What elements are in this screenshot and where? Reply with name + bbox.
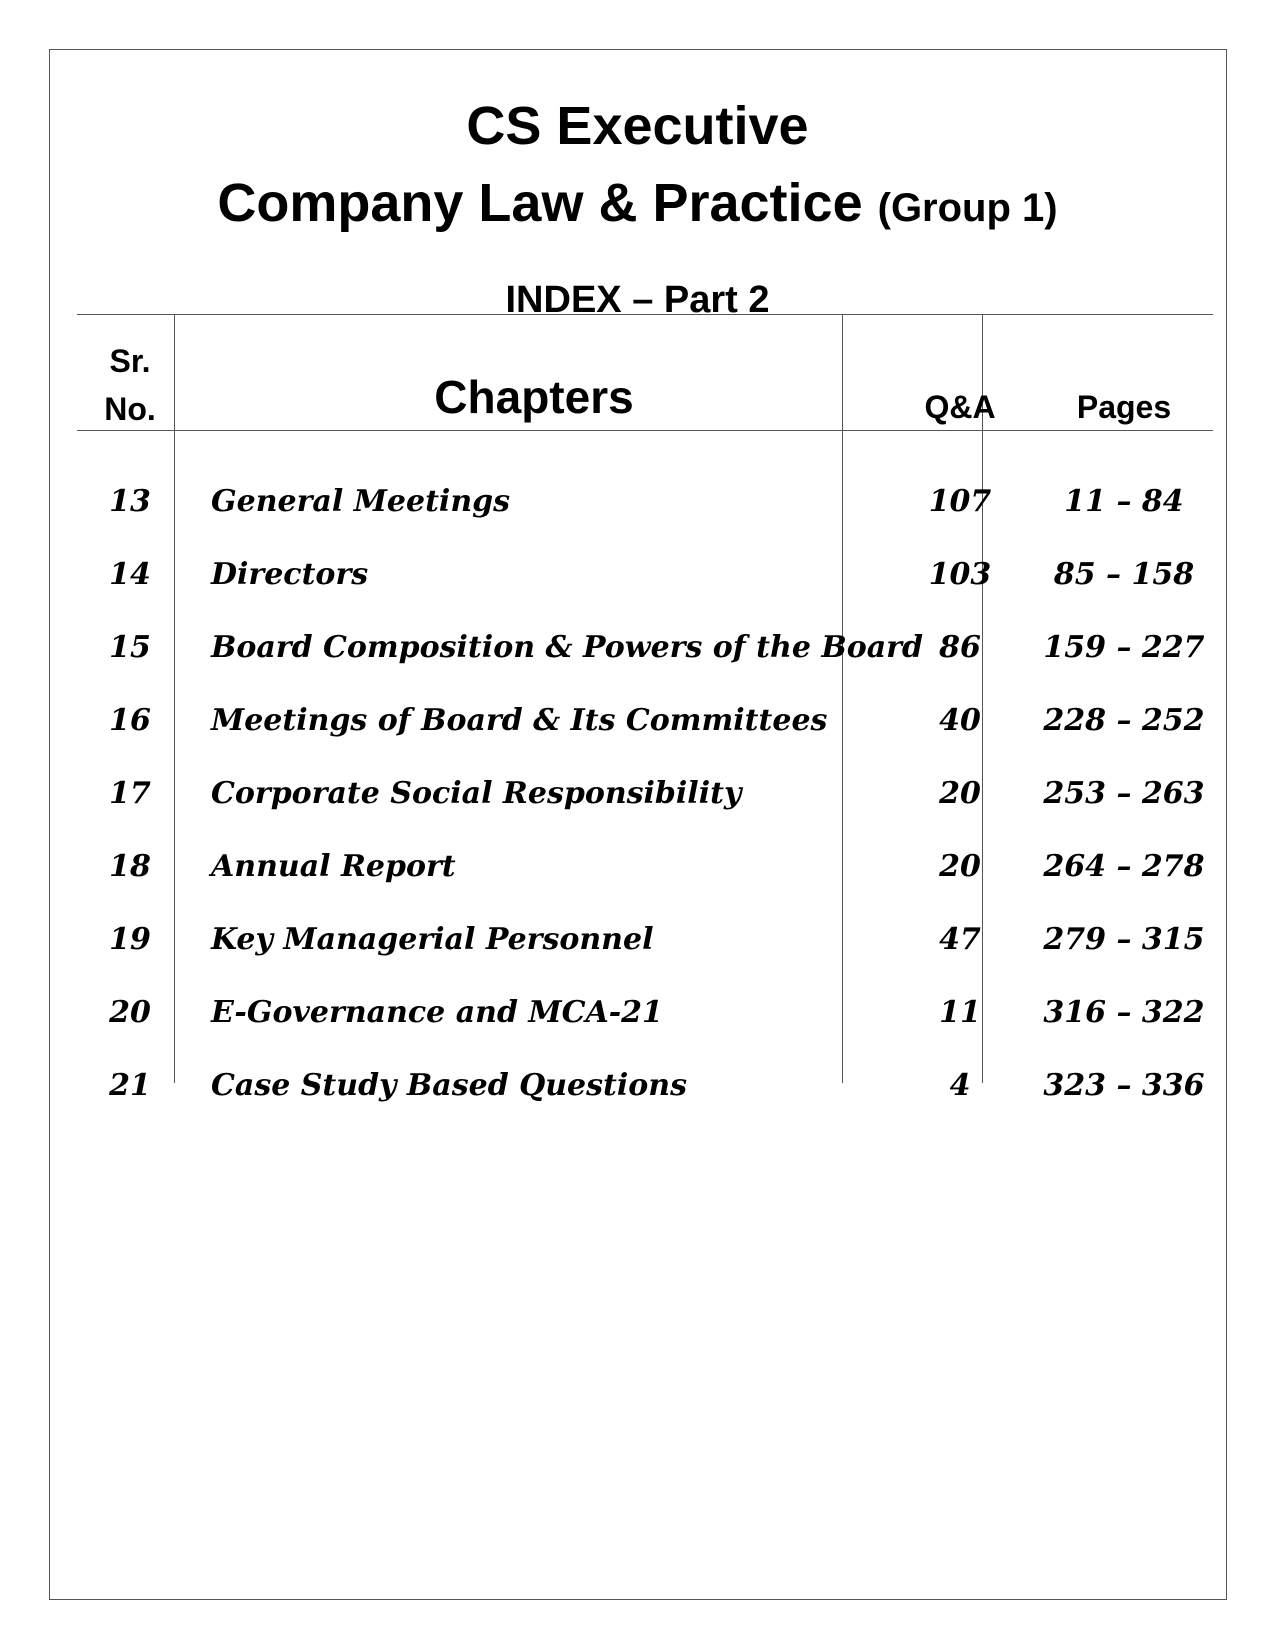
row-chapter: Board Composition & Powers of the Board: [211, 630, 923, 665]
table-row: [77, 991, 1213, 1064]
table-row: [77, 1064, 1213, 1137]
document-title: CS Executive: [466, 96, 809, 156]
table-row: [77, 480, 1213, 553]
column-header-sr-line2: No.: [104, 391, 156, 427]
row-pages: 11 – 84: [1064, 484, 1184, 519]
table-top-rule: [77, 314, 1213, 315]
row-pages: 253 – 263: [1043, 776, 1205, 811]
index-title: INDEX – Part 2: [505, 279, 770, 321]
row-qa-count: 86: [939, 630, 981, 665]
row-qa-count: 20: [939, 849, 981, 884]
row-pages: 279 – 315: [1043, 922, 1205, 957]
column-header-sr-line1: Sr.: [109, 343, 151, 379]
row-qa-count: 4: [949, 1068, 971, 1103]
row-sr-no: 13: [109, 484, 151, 519]
row-pages: 323 – 336: [1043, 1068, 1205, 1103]
subject-name: Company Law & Practice: [217, 173, 863, 233]
group-label: (Group 1): [877, 186, 1058, 230]
table-row: [77, 699, 1213, 772]
row-sr-no: 17: [109, 776, 151, 811]
row-pages: 316 – 322: [1043, 995, 1205, 1030]
table-row: [77, 918, 1213, 991]
table-row: [77, 626, 1213, 699]
row-pages: 264 – 278: [1043, 849, 1205, 884]
row-pages: 159 – 227: [1043, 630, 1205, 665]
table-header-rule: [77, 430, 1213, 431]
row-qa-count: 20: [939, 776, 981, 811]
row-qa-count: 47: [939, 922, 981, 957]
table-row: [77, 845, 1213, 918]
table-row: [77, 553, 1213, 626]
row-chapter: E-Governance and MCA-21: [211, 995, 663, 1030]
row-chapter: Key Managerial Personnel: [211, 922, 654, 957]
row-sr-no: 16: [109, 703, 151, 738]
row-qa-count: 40: [939, 703, 981, 738]
row-chapter: Directors: [211, 557, 369, 592]
row-pages: 228 – 252: [1043, 703, 1205, 738]
row-sr-no: 18: [109, 849, 151, 884]
index-table-body: [77, 480, 1213, 1137]
row-chapter: Meetings of Board & Its Committees: [211, 703, 828, 738]
column-header-pages: Pages: [1076, 389, 1172, 425]
column-header-qa: Q&A: [924, 389, 996, 425]
row-qa-count: 11: [939, 995, 981, 1030]
row-sr-no: 14: [109, 557, 151, 592]
row-qa-count: 103: [928, 557, 992, 592]
row-chapter: Annual Report: [211, 849, 456, 884]
row-chapter: Corporate Social Responsibility: [211, 776, 742, 811]
row-qa-count: 107: [928, 484, 992, 519]
subject-title: [0, 172, 1275, 239]
column-header-chapters: Chapters: [434, 371, 634, 423]
column-header-sr-no: [77, 337, 183, 433]
table-row: [77, 772, 1213, 845]
row-sr-no: 21: [109, 1068, 151, 1103]
row-sr-no: 15: [109, 630, 151, 665]
row-chapter: Case Study Based Questions: [211, 1068, 688, 1103]
row-chapter: General Meetings: [211, 484, 511, 519]
row-sr-no: 20: [109, 995, 151, 1030]
row-sr-no: 19: [109, 922, 151, 957]
row-pages: 85 – 158: [1053, 557, 1195, 592]
